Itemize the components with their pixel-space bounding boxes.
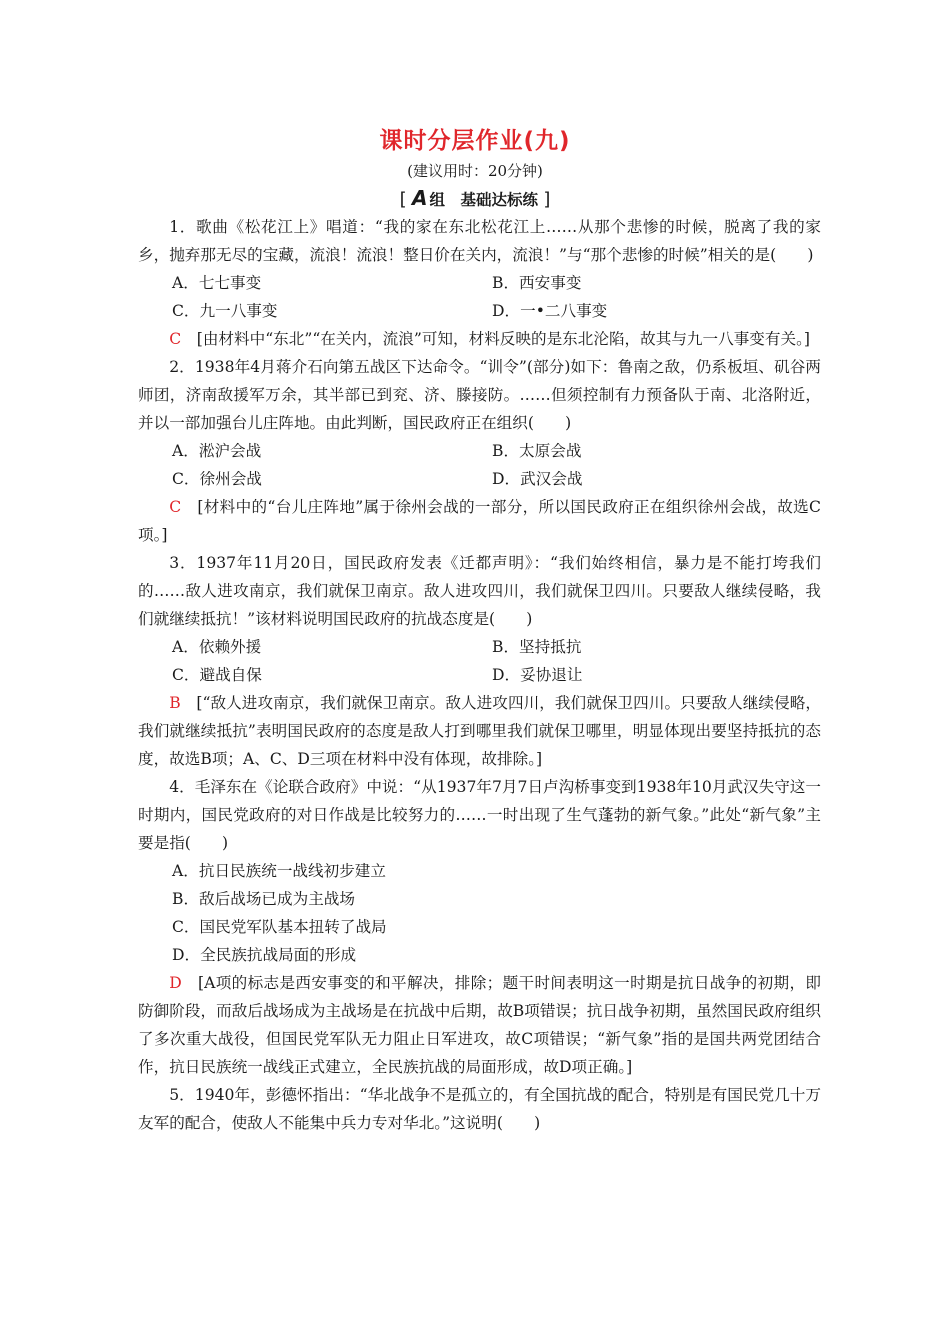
question-item <box>138 773 821 1081</box>
question-stem: 3．1937年11月20日，国民政府发表《迁都声明》：“我们始终相信，暴力是不能打垮我们的……敌人进攻南京，我们就保卫南京。敌人进攻四川，我们就保卫四川。只要敌人继续侵略，我们就继续抵抗！”该材料说明国民政府的抗战态度是( ) <box>138 554 821 628</box>
question-stem: 5．1940年，彭德怀指出：“华北战争不是孤立的，有全国抗战的配合，特别是有国民党几十万友军的配合，使敌人不能集中兵力专对华北。”这说明( ) <box>138 1086 821 1132</box>
option-a: A．抗日民族统一战线初步建立 <box>172 862 386 880</box>
question-stem: 1．歌曲《松花江上》唱道：“我的家在东北松花江上……从那个悲惨的时候，脱离了我的家乡，抛弃那无尽的宝藏，流浪！流浪！整日价在关内，流浪！”与“那个悲惨的时候”相关的是( ) <box>138 218 821 264</box>
answer-letter: C <box>169 498 182 516</box>
option-b: B．西安事变 <box>492 274 582 292</box>
question-item <box>138 213 821 353</box>
explanation-text: [由材料中“东北”“在关内，流浪”可知，材料反映的是东北沦陷，故其与九一八事变有关。] <box>196 330 810 348</box>
option-c: C．九一八事变 <box>172 302 278 320</box>
explanation-text: [材料中的“台儿庄阵地”属于徐州会战的一部分，所以国民政府正在组织徐州会战，故选C项。] <box>138 498 821 544</box>
group-letter: A <box>412 186 428 210</box>
option-list <box>138 633 821 689</box>
answer-letter: C <box>169 330 182 348</box>
question-stem: 4．毛泽东在《论联合政府》中说：“从1937年7月7日卢沟桥事变到1938年10月武汉失守这一时期内，国民党政府的对日作战是比较努力的……一时出现了生气蓬勃的新气象。”此处“新气象”主要是指( ) <box>138 778 821 852</box>
group-bracket-right: ] <box>543 189 551 210</box>
answer-explanation <box>138 969 821 1081</box>
option-c: C．国民党军队基本扭转了战局 <box>172 918 387 936</box>
question-item <box>138 1081 821 1137</box>
option-b: B．太原会战 <box>492 442 582 460</box>
option-b: B．坚持抵抗 <box>492 638 582 656</box>
option-list <box>138 857 821 969</box>
question-item <box>138 353 821 549</box>
group-bracket-left: [ <box>399 189 407 210</box>
suggested-time: (建议用时：20分钟) <box>407 162 543 180</box>
explanation-text: [A项的标志是西安事变的和平解决，排除；题干时间表明这一时期是抗日战争的初期，即防御阶段，而敌后战场成为主战场是在抗战中后期，故B项错误；抗日战争初期，虽然国民政府组织了多次重大战役，但国民党军队无力阻止日军进攻，故C项错误；“新气象”指的是国共两党团结合作，抗日民族统一战线正式建立，全民族抗战的局面形成，故D项正确。] <box>138 974 821 1076</box>
option-d: D．一•二八事变 <box>492 302 608 320</box>
group-banner <box>0 186 950 210</box>
option-list <box>138 437 821 493</box>
answer-explanation <box>138 689 821 773</box>
option-c: C．避战自保 <box>172 666 262 684</box>
answer-letter: B <box>169 694 181 712</box>
answer-letter: D <box>169 974 182 992</box>
question-item <box>138 549 821 773</box>
question-stem: 2．1938年4月蒋介石向第五战区下达命令。“训令”(部分)如下：鲁南之敌，仍系板垣、矶谷两师团，济南敌援军万余，其半部已到兖、济、滕接防。……但须控制有力预备队于南、北洛附近，并以一部加强台儿庄阵地。由此判断，国民政府正在组织( ) <box>138 358 821 432</box>
option-a: A．七七事变 <box>172 274 262 292</box>
option-c: C．徐州会战 <box>172 470 262 488</box>
question-list <box>138 213 821 1137</box>
option-d: D．武汉会战 <box>492 470 583 488</box>
option-a: A．淞沪会战 <box>172 442 262 460</box>
answer-explanation <box>138 325 821 353</box>
explanation-text: [“敌人进攻南京，我们就保卫南京。敌人进攻四川，我们就保卫四川。只要敌人继续侵略，我们就继续抵抗”表明国民政府的态度是敌人打到哪里我们就保卫哪里，明显体现出要坚持抵抗的态度，故选B项；A、C、D三项在材料中没有体现，故排除。] <box>138 694 821 768</box>
page-title: 课时分层作业(九) <box>379 128 571 154</box>
answer-explanation <box>138 493 821 549</box>
option-b: B．敌后战场已成为主战场 <box>172 890 355 908</box>
option-list <box>138 269 821 325</box>
option-d: D．妥协退让 <box>492 666 583 684</box>
option-d: D．全民族抗战局面的形成 <box>172 946 357 964</box>
group-label: 组 基础达标练 <box>429 191 538 209</box>
option-a: A．依赖外援 <box>172 638 262 656</box>
